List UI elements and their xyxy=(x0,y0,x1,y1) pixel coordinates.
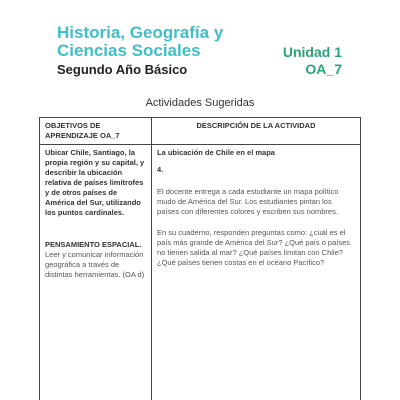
pensamiento-text: Leer y comunicar información geográfica a través de distintas herramientas. (OA d) xyxy=(45,250,145,279)
activities-table xyxy=(39,117,361,400)
activity-paragraph: El docente entrega a cada estudiante un mapa político mudo de América del Sur. Los estudiantes pintan los países con diferentes colores y escriben sus nombres. xyxy=(157,187,339,216)
activity-title: La ubicación de Chile en el mapa xyxy=(157,148,275,157)
activity-cell xyxy=(152,145,361,400)
objective-cell xyxy=(40,145,152,400)
pensamiento-label: PENSAMIENTO ESPACIAL. xyxy=(45,240,142,249)
section-title: Actividades Sugeridas xyxy=(145,97,255,109)
pensamiento-espacial xyxy=(45,240,146,280)
table-header-row xyxy=(40,118,361,145)
objectives-header: OBJETIVOS DE APRENDIZAJE OA_7 xyxy=(40,118,152,145)
table-row xyxy=(40,145,361,400)
subject-title: Historia, Geografía y Ciencias Sociales xyxy=(57,23,224,60)
oa-code: OA_7 xyxy=(305,61,342,77)
description-header: DESCRIPCIÓN DE LA ACTIVIDAD xyxy=(152,118,361,145)
grade-label: Segundo Año Básico xyxy=(57,62,188,77)
unit-label: Unidad 1 xyxy=(282,44,342,60)
objective-text: Ubicar Chile, Santiago, la propia región y su capital, y describir la ubicación relativa de países limítrofes y de otros países de América del Sur, utilizando los puntos cardinales. xyxy=(45,148,145,217)
activity-number: 4. xyxy=(157,165,164,174)
activity-paragraph: En su cuaderno, responden preguntas como: ¿cuál es el país más grande de América del Sur? ¿Qué país o países no tienen salida al mar? ¿Qué países limitan con Chile? ¿Qué países tienen costas en el océano Pacífico? xyxy=(157,228,351,267)
